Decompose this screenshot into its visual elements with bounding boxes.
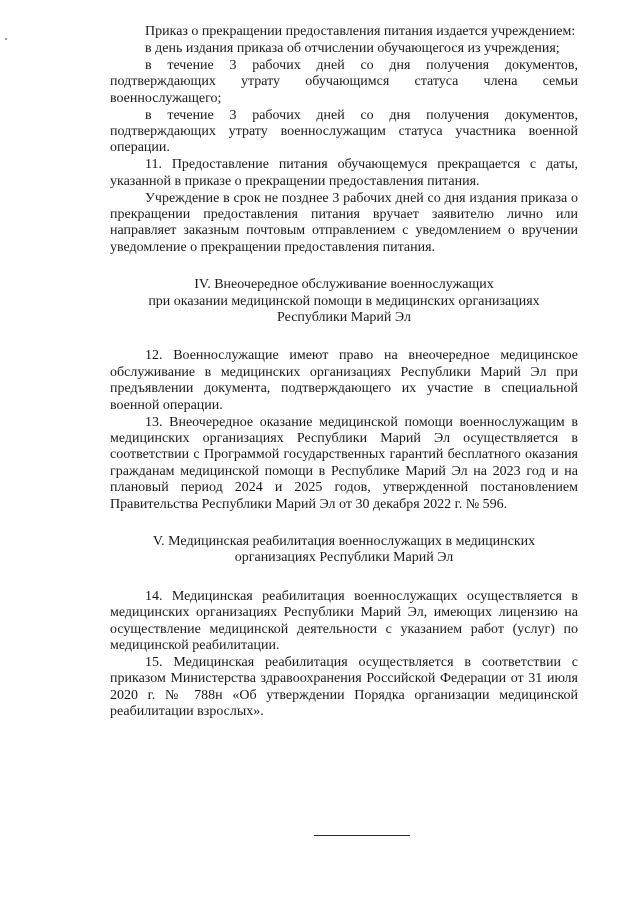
paragraph-11: 11. Предоставление питания обучающемуся прекращается с даты, указанной в приказе о прекращении предоставления питания. <box>110 157 578 189</box>
section-iv-heading-line3: Республики Марий Эл <box>277 310 411 325</box>
section-v-heading-line1: V. Медицинская реабилитация военнослужащих в медицинских <box>152 533 536 549</box>
paragraph-12: 12. Военнослужащие имеют право на внеочередное медицинское обслуживание в медицинских организациях Республики Марий Эл при предъявлении документа, подтверждающего их участие в специальной военной операции. <box>110 348 578 413</box>
paragraph-order-issued: Приказ о прекращении предоставления питания издается учреждением: <box>145 24 576 39</box>
section-v-heading <box>110 534 578 567</box>
end-of-text-rule <box>314 835 410 836</box>
paragraph-13: 13. Внеочередное оказание медицинской помощи военнослужащим в медицинских организациях Республики Марий Эл осуществляется в соответствии с Программой государственных гарантий бесплатного оказания гражданам медицинской помощи в Республике Марий Эл на 2023 год и на плановый период 2024 и 2025 годов, утвержденной постановлением Правительства Республики Марий Эл от 30 декабря 2022 г. № 596. <box>110 414 578 512</box>
section-iv-heading <box>110 277 578 326</box>
section-iv-heading-line1: IV. Внеочередное обслуживание военнослужащих <box>194 277 494 293</box>
paragraph-participant-status-loss: в течение 3 рабочих дней со дня получения документов, подтверждающих утрату военнослужащим статуса участника военной операции. <box>110 107 578 156</box>
paragraph-notification: Учреждение в срок не позднее 3 рабочих дней со дня издания приказа о прекращении предоставления питания вручает заявителю лично или направляет заказным почтовым отправлением с уведомлением о вручении уведомление о прекращении предоставления питания. <box>110 190 578 255</box>
document-body <box>110 24 578 721</box>
paragraph-family-status-loss: в течение 3 рабочих дней со дня получения документов, подтверждающих утрату обучающимся статуса члена семьи военнослужащего; <box>110 57 578 106</box>
section-v-heading-line2: организациях Республики Марий Эл <box>234 550 454 566</box>
paragraph-15: 15. Медицинская реабилитация осуществляется в соответствии с приказом Министерства здравоохранения Российской Федерации от 31 июля 2020 г. № 788н «Об утверждении Порядка организации медицинской реабилитации взрослых». <box>110 654 578 720</box>
paragraph-expulsion-day: в день издания приказа об отчислении обучающегося из учреждения; <box>145 40 560 56</box>
scan-speck <box>5 38 7 40</box>
section-iv-heading-line2: при оказании медицинской помощи в медицинских организациях <box>148 293 540 309</box>
paragraph-14: 14. Медицинская реабилитация военнослужащих осуществляется в медицинских организациях Республики Марий Эл, имеющих лицензию на осуществление медицинской деятельности с указанием работ (услуг) по медицинской реабилитации. <box>110 588 578 653</box>
